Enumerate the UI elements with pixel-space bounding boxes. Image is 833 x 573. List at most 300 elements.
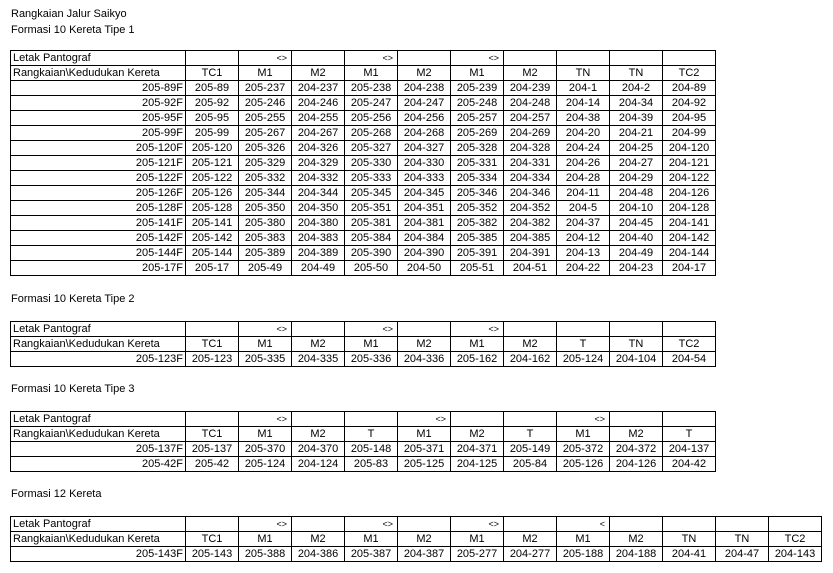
table-row (11, 457, 716, 472)
car-number: 204-327 (398, 141, 451, 156)
car-number: 205-331 (451, 156, 504, 171)
car-number: 205-123 (186, 352, 239, 367)
column-header: M2 (292, 337, 345, 352)
car-number: 204-54 (663, 352, 716, 367)
pantograph-mark (504, 517, 557, 532)
trainset-name: 205-17F (11, 261, 186, 276)
car-number: 204-255 (292, 111, 345, 126)
pantograph-mark: <> (451, 322, 504, 337)
column-header: M1 (239, 427, 292, 442)
pantograph-row (11, 412, 716, 427)
table-row (11, 156, 716, 171)
car-number: 204-144 (663, 246, 716, 261)
pantograph-mark: <> (557, 412, 610, 427)
pantograph-mark (345, 412, 398, 427)
header-row (11, 337, 716, 352)
car-number: 204-380 (292, 216, 345, 231)
page-title: Rangkaian Jalur Saikyo (11, 8, 127, 20)
car-number: 204-27 (610, 156, 663, 171)
car-number: 205-162 (451, 352, 504, 367)
pantograph-mark: <> (451, 51, 504, 66)
trainset-name: 205-137F (11, 442, 186, 457)
car-number: 204-128 (663, 201, 716, 216)
column-header: TC2 (769, 532, 822, 547)
car-number: 204-372 (610, 442, 663, 457)
car-number: 204-104 (610, 352, 663, 367)
car-number: 204-350 (292, 201, 345, 216)
table-row (11, 231, 716, 246)
car-number: 205-144 (186, 246, 239, 261)
header-row (11, 66, 716, 81)
car-number: 205-332 (239, 171, 292, 186)
car-number: 205-256 (345, 111, 398, 126)
car-number: 204-385 (504, 231, 557, 246)
car-number: 205-345 (345, 186, 398, 201)
car-number: 204-390 (398, 246, 451, 261)
car-number: 204-120 (663, 141, 716, 156)
car-number: 204-5 (557, 201, 610, 216)
column-header: M2 (504, 66, 557, 81)
car-number: 205-95 (186, 111, 239, 126)
pantograph-mark (504, 322, 557, 337)
car-number: 205-385 (451, 231, 504, 246)
car-number: 204-188 (610, 547, 663, 562)
pantograph-mark (716, 517, 769, 532)
column-header: TN (663, 532, 716, 547)
pantograph-mark (610, 517, 663, 532)
car-number: 205-142 (186, 231, 239, 246)
pantograph-mark: <> (239, 412, 292, 427)
car-number: 205-124 (557, 352, 610, 367)
car-number: 205-51 (451, 261, 504, 276)
pantograph-mark: <> (345, 322, 398, 337)
car-number: 204-20 (557, 126, 610, 141)
column-header: M2 (292, 66, 345, 81)
column-header: TC2 (663, 337, 716, 352)
trainset-name: 205-120F (11, 141, 186, 156)
car-number: 204-95 (663, 111, 716, 126)
car-number: 205-384 (345, 231, 398, 246)
car-number: 204-336 (398, 352, 451, 367)
car-number: 204-39 (610, 111, 663, 126)
header-label: Rangkaian\Kedudukan Kereta (11, 66, 186, 81)
column-header: T (557, 337, 610, 352)
pantograph-mark: <> (451, 517, 504, 532)
car-number: 204-22 (557, 261, 610, 276)
column-header: M2 (504, 337, 557, 352)
car-number: 204-49 (292, 261, 345, 276)
car-number: 204-345 (398, 186, 451, 201)
column-header: M1 (345, 66, 398, 81)
car-number: 205-329 (239, 156, 292, 171)
car-number: 204-162 (504, 352, 557, 367)
car-number: 205-143 (186, 547, 239, 562)
pantograph-mark (292, 51, 345, 66)
car-number: 204-121 (663, 156, 716, 171)
car-number: 204-13 (557, 246, 610, 261)
car-number: 205-389 (239, 246, 292, 261)
pantograph-mark: < (557, 517, 610, 532)
column-header: M2 (610, 532, 663, 547)
car-number: 205-83 (345, 457, 398, 472)
car-number: 205-382 (451, 216, 504, 231)
pantograph-mark (186, 412, 239, 427)
pantograph-mark (398, 322, 451, 337)
trainset-name: 205-126F (11, 186, 186, 201)
car-number: 204-382 (504, 216, 557, 231)
car-number: 204-381 (398, 216, 451, 231)
table-row (11, 216, 716, 231)
pantograph-mark (504, 51, 557, 66)
car-number: 205-335 (239, 352, 292, 367)
column-header: TN (557, 66, 610, 81)
car-number: 204-49 (610, 246, 663, 261)
car-number: 204-238 (398, 81, 451, 96)
pantograph-mark (663, 51, 716, 66)
table-row (11, 352, 716, 367)
car-number: 204-386 (292, 547, 345, 562)
table-row (11, 96, 716, 111)
car-number: 204-1 (557, 81, 610, 96)
trainset-name: 205-42F (11, 457, 186, 472)
car-number: 205-277 (451, 547, 504, 562)
pantograph-label: Letak Pantograf (11, 51, 186, 66)
car-number: 204-125 (451, 457, 504, 472)
column-header: TC2 (663, 66, 716, 81)
car-number: 205-237 (239, 81, 292, 96)
car-number: 205-188 (557, 547, 610, 562)
car-number: 205-84 (504, 457, 557, 472)
formation-table (10, 50, 716, 276)
car-number: 204-47 (716, 547, 769, 562)
column-header: T (345, 427, 398, 442)
table-row (11, 141, 716, 156)
car-number: 204-126 (610, 457, 663, 472)
table-row (11, 186, 716, 201)
column-header: TN (610, 66, 663, 81)
car-number: 205-122 (186, 171, 239, 186)
pantograph-mark (610, 322, 663, 337)
car-number: 205-125 (398, 457, 451, 472)
header-row (11, 532, 822, 547)
car-number: 205-141 (186, 216, 239, 231)
column-header: M2 (398, 66, 451, 81)
car-number: 205-17 (186, 261, 239, 276)
trainset-name: 205-123F (11, 352, 186, 367)
car-number: 205-149 (504, 442, 557, 457)
column-header: TN (610, 337, 663, 352)
car-number: 205-137 (186, 442, 239, 457)
car-number: 205-50 (345, 261, 398, 276)
column-header: M2 (451, 427, 504, 442)
table-row (11, 81, 716, 96)
car-number: 204-92 (663, 96, 716, 111)
column-header: M1 (345, 337, 398, 352)
car-number: 204-126 (663, 186, 716, 201)
car-number: 204-25 (610, 141, 663, 156)
table-row (11, 126, 716, 141)
column-header: M1 (239, 532, 292, 547)
car-number: 204-29 (610, 171, 663, 186)
car-number: 204-370 (292, 442, 345, 457)
trainset-name: 205-122F (11, 171, 186, 186)
pantograph-label: Letak Pantograf (11, 322, 186, 337)
pantograph-mark: <> (239, 517, 292, 532)
car-number: 205-239 (451, 81, 504, 96)
car-number: 205-388 (239, 547, 292, 562)
car-number: 205-255 (239, 111, 292, 126)
car-number: 204-330 (398, 156, 451, 171)
car-number: 205-126 (186, 186, 239, 201)
car-number: 205-372 (557, 442, 610, 457)
car-number: 204-42 (663, 457, 716, 472)
car-number: 205-126 (557, 457, 610, 472)
car-number: 204-326 (292, 141, 345, 156)
column-header: M1 (557, 427, 610, 442)
car-number: 204-247 (398, 96, 451, 111)
car-number: 205-333 (345, 171, 398, 186)
trainset-name: 205-143F (11, 547, 186, 562)
column-header: M1 (239, 337, 292, 352)
column-header: M2 (504, 532, 557, 547)
car-number: 205-383 (239, 231, 292, 246)
pantograph-mark (186, 322, 239, 337)
car-number: 204-389 (292, 246, 345, 261)
car-number: 204-371 (451, 442, 504, 457)
car-number: 204-14 (557, 96, 610, 111)
pantograph-mark (398, 517, 451, 532)
car-number: 205-344 (239, 186, 292, 201)
section-title: Formasi 10 Kereta Tipe 1 (11, 24, 135, 36)
header-label: Rangkaian\Kedudukan Kereta (11, 532, 186, 547)
car-number: 205-92 (186, 96, 239, 111)
table-row (11, 547, 822, 562)
trainset-name: 205-95F (11, 111, 186, 126)
car-number: 204-141 (663, 216, 716, 231)
column-header: T (504, 427, 557, 442)
car-number: 205-370 (239, 442, 292, 457)
section-title: Formasi 12 Kereta (11, 488, 102, 500)
car-number: 204-391 (504, 246, 557, 261)
car-number: 204-40 (610, 231, 663, 246)
pantograph-mark: <> (345, 517, 398, 532)
car-number: 204-37 (557, 216, 610, 231)
pantograph-mark (398, 51, 451, 66)
car-number: 204-269 (504, 126, 557, 141)
car-number: 204-239 (504, 81, 557, 96)
column-header: T (663, 427, 716, 442)
car-number: 205-387 (345, 547, 398, 562)
car-number: 204-277 (504, 547, 557, 562)
car-number: 205-351 (345, 201, 398, 216)
pantograph-mark (663, 322, 716, 337)
car-number: 204-332 (292, 171, 345, 186)
car-number: 205-49 (239, 261, 292, 276)
trainset-name: 205-92F (11, 96, 186, 111)
trainset-name: 205-141F (11, 216, 186, 231)
car-number: 205-327 (345, 141, 398, 156)
car-number: 204-51 (504, 261, 557, 276)
car-number: 204-34 (610, 96, 663, 111)
trainset-name: 205-128F (11, 201, 186, 216)
car-number: 205-328 (451, 141, 504, 156)
trainset-name: 205-121F (11, 156, 186, 171)
column-header: M2 (398, 532, 451, 547)
car-number: 205-148 (345, 442, 398, 457)
car-number: 204-89 (663, 81, 716, 96)
car-number: 205-238 (345, 81, 398, 96)
car-number: 204-248 (504, 96, 557, 111)
car-number: 204-48 (610, 186, 663, 201)
column-header: M1 (451, 532, 504, 547)
car-number: 204-38 (557, 111, 610, 126)
table-row (11, 442, 716, 457)
pantograph-label: Letak Pantograf (11, 412, 186, 427)
car-number: 204-12 (557, 231, 610, 246)
car-number: 205-346 (451, 186, 504, 201)
trainset-name: 205-142F (11, 231, 186, 246)
car-number: 205-330 (345, 156, 398, 171)
column-header: M1 (557, 532, 610, 547)
car-number: 205-120 (186, 141, 239, 156)
car-number: 204-99 (663, 126, 716, 141)
car-number: 204-50 (398, 261, 451, 276)
table-row (11, 111, 716, 126)
car-number: 204-346 (504, 186, 557, 201)
column-header: M1 (398, 427, 451, 442)
car-number: 204-257 (504, 111, 557, 126)
table-row (11, 201, 716, 216)
formation-table (10, 516, 822, 562)
car-number: 205-336 (345, 352, 398, 367)
car-number: 204-333 (398, 171, 451, 186)
pantograph-mark (557, 51, 610, 66)
car-number: 205-121 (186, 156, 239, 171)
car-number: 204-23 (610, 261, 663, 276)
pantograph-row (11, 51, 716, 66)
pantograph-mark (292, 322, 345, 337)
pantograph-mark (557, 322, 610, 337)
car-number: 204-351 (398, 201, 451, 216)
header-label: Rangkaian\Kedudukan Kereta (11, 337, 186, 352)
car-number: 204-124 (292, 457, 345, 472)
column-header: M2 (292, 427, 345, 442)
car-number: 204-237 (292, 81, 345, 96)
pantograph-mark (769, 517, 822, 532)
car-number: 204-142 (663, 231, 716, 246)
pantograph-row (11, 517, 822, 532)
pantograph-mark: <> (345, 51, 398, 66)
car-number: 204-17 (663, 261, 716, 276)
car-number: 204-41 (663, 547, 716, 562)
pantograph-mark (663, 517, 716, 532)
car-number: 205-390 (345, 246, 398, 261)
car-number: 205-267 (239, 126, 292, 141)
car-number: 205-380 (239, 216, 292, 231)
car-number: 205-257 (451, 111, 504, 126)
car-number: 205-269 (451, 126, 504, 141)
car-number: 205-350 (239, 201, 292, 216)
car-number: 205-247 (345, 96, 398, 111)
column-header: M2 (610, 427, 663, 442)
header-label: Rangkaian\Kedudukan Kereta (11, 427, 186, 442)
car-number: 204-352 (504, 201, 557, 216)
table-row (11, 246, 716, 261)
column-header: TC1 (186, 66, 239, 81)
car-number: 205-124 (239, 457, 292, 472)
column-header: TC1 (186, 427, 239, 442)
column-header: TC1 (186, 532, 239, 547)
car-number: 204-335 (292, 352, 345, 367)
car-number: 204-328 (504, 141, 557, 156)
table-row (11, 261, 716, 276)
column-header: TN (716, 532, 769, 547)
car-number: 205-326 (239, 141, 292, 156)
car-number: 205-371 (398, 442, 451, 457)
car-number: 205-99 (186, 126, 239, 141)
pantograph-mark: <> (239, 322, 292, 337)
pantograph-mark (451, 412, 504, 427)
trainset-name: 205-99F (11, 126, 186, 141)
car-number: 204-10 (610, 201, 663, 216)
car-number: 204-267 (292, 126, 345, 141)
formation-table (10, 321, 716, 367)
column-header: M2 (398, 337, 451, 352)
car-number: 204-26 (557, 156, 610, 171)
car-number: 204-2 (610, 81, 663, 96)
section-title: Formasi 10 Kereta Tipe 3 (11, 383, 135, 395)
pantograph-mark: <> (398, 412, 451, 427)
column-header: TC1 (186, 337, 239, 352)
pantograph-row (11, 322, 716, 337)
car-number: 204-11 (557, 186, 610, 201)
header-row (11, 427, 716, 442)
car-number: 205-128 (186, 201, 239, 216)
car-number: 204-331 (504, 156, 557, 171)
car-number: 204-143 (769, 547, 822, 562)
car-number: 204-334 (504, 171, 557, 186)
car-number: 204-329 (292, 156, 345, 171)
table-row (11, 171, 716, 186)
car-number: 205-352 (451, 201, 504, 216)
trainset-name: 205-144F (11, 246, 186, 261)
car-number: 204-383 (292, 231, 345, 246)
car-number: 205-42 (186, 457, 239, 472)
car-number: 205-89 (186, 81, 239, 96)
car-number: 204-387 (398, 547, 451, 562)
column-header: M1 (451, 66, 504, 81)
pantograph-mark (292, 412, 345, 427)
trainset-name: 205-89F (11, 81, 186, 96)
car-number: 204-122 (663, 171, 716, 186)
car-number: 204-344 (292, 186, 345, 201)
car-number: 204-21 (610, 126, 663, 141)
pantograph-mark (663, 412, 716, 427)
car-number: 204-384 (398, 231, 451, 246)
pantograph-mark (504, 412, 557, 427)
car-number: 204-137 (663, 442, 716, 457)
pantograph-mark (610, 412, 663, 427)
car-number: 205-381 (345, 216, 398, 231)
car-number: 204-256 (398, 111, 451, 126)
pantograph-mark (186, 51, 239, 66)
car-number: 205-334 (451, 171, 504, 186)
car-number: 204-45 (610, 216, 663, 231)
car-number: 205-391 (451, 246, 504, 261)
car-number: 204-28 (557, 171, 610, 186)
column-header: M2 (292, 532, 345, 547)
column-header: M1 (239, 66, 292, 81)
